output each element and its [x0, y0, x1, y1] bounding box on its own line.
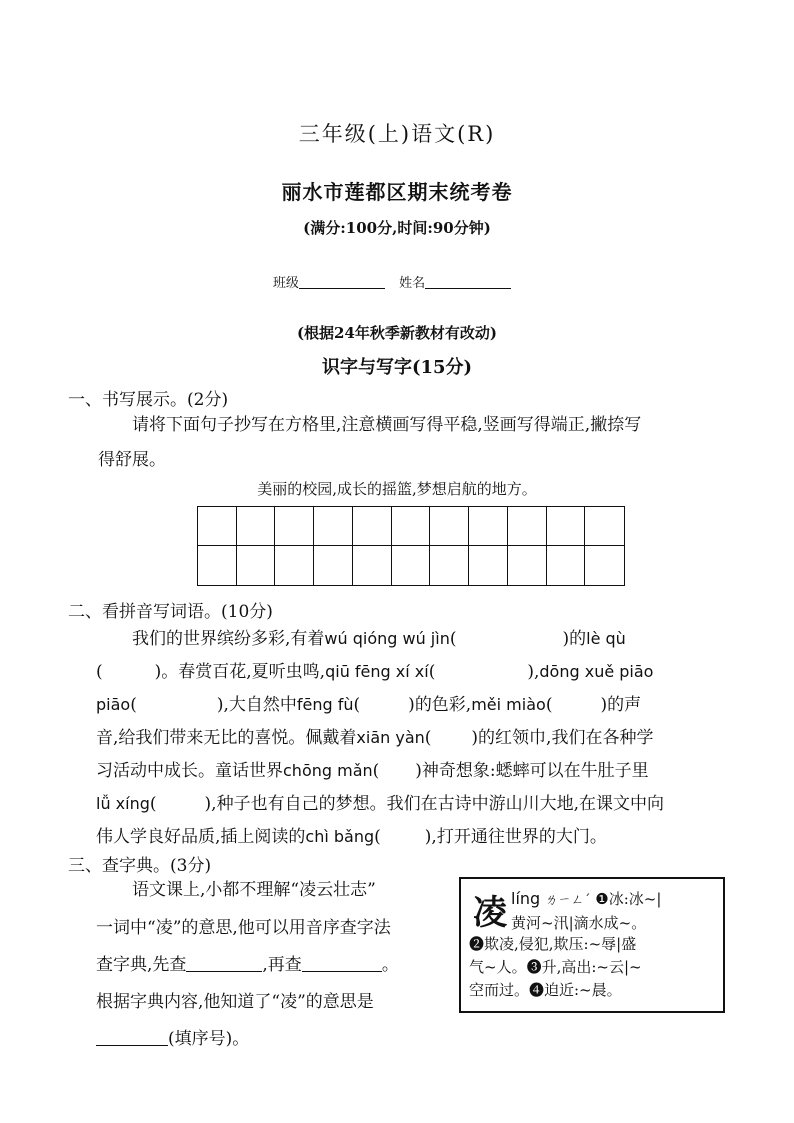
- q2-line-2: ( )。春赏百花,夏听虫鸣,qiū fēng xí xí( ),dōng xuě piāo: [96, 662, 654, 682]
- q2-line-5: 习活动中成长。童话世界chōng mǎn( )神奇想象:蟋蟀可以在牛肚子里: [96, 761, 649, 781]
- q2-line-7: 伟人学良好品质,插上阅读的chì bǎng( ),打开通往世界的大门。: [96, 827, 607, 847]
- section-title: 识字与写字(15分): [321, 357, 473, 378]
- dictionary-entry-box: [459, 877, 725, 1013]
- q2-line-3: piāo( ),大自然中fēng fù( )的色彩,měi miào( )的声: [96, 695, 642, 715]
- class-name-row: [0, 272, 794, 291]
- q2-line-1: 我们的世界缤纷多彩,有着wú qióng wú jìn( )的lè qù: [132, 629, 626, 649]
- q1-heading: 一、书写展示。(2分): [68, 390, 229, 410]
- writing-grid[interactable]: [197, 506, 625, 586]
- q3-line-2: 一词中“凌”的意思,他可以用音序查字法: [96, 918, 391, 938]
- q2-line-6: lǚ xíng( ),种子也有自己的梦想。我们在古诗中游山川大地,在课文中向: [96, 794, 664, 814]
- exam-subtitle: 丽水市莲都区期末统考卷: [281, 180, 513, 204]
- q1-sentence: 美丽的校园,成长的摇篮,梦想启航的地方。: [257, 480, 537, 498]
- page-title: 三年级(上)语文(R): [298, 122, 496, 146]
- q1-instruction-2: 得舒展。: [98, 450, 166, 470]
- class-label: 班级: [272, 276, 299, 291]
- dict-entry-head: líng ㄌㄧㄥˊ ❶冰:冰~| 黄河~汛|滴水成~。: [511, 889, 662, 932]
- q3-heading: 三、查字典。(3分): [68, 856, 212, 876]
- answer-blank-2[interactable]: [302, 957, 382, 972]
- q3-line-4: 根据字典内容,他知道了“凌”的意思是: [96, 992, 374, 1012]
- q1-instruction-1: 请将下面句子抄写在方格里,注意横画写得平稳,竖画写得端正,撇捺写: [132, 415, 642, 435]
- q3-line-5: (填序号)。: [96, 1022, 249, 1056]
- dict-entry-body: ❷欺凌,侵犯,欺压:~辱|盛 气~人。❸升,高出:~云|~ 空而过。❹迫近:~晨。: [469, 935, 642, 999]
- answer-blank-3[interactable]: [96, 1031, 168, 1046]
- q3-line-3: 查字典,先查 ,再查 。: [96, 955, 399, 975]
- name-label: 姓名: [399, 276, 426, 291]
- q2-heading: 二、看拼音写词语。(10分): [68, 602, 273, 622]
- revision-note: (根据24年秋季新教材有改动): [296, 324, 498, 342]
- exam-meta: (满分:100分,时间:90分钟): [303, 219, 491, 237]
- q3-line-1: 语文课上,小都不理解“凌云壮志”: [132, 880, 376, 900]
- q2-line-4: 音,给我们带来无比的喜悦。佩戴着xiān yàn( )的红领巾,我们在各种学: [96, 728, 654, 748]
- name-input-line[interactable]: [425, 276, 511, 289]
- class-input-line[interactable]: [299, 276, 385, 289]
- dict-character: 凌: [473, 893, 507, 933]
- answer-blank-1[interactable]: [186, 957, 262, 972]
